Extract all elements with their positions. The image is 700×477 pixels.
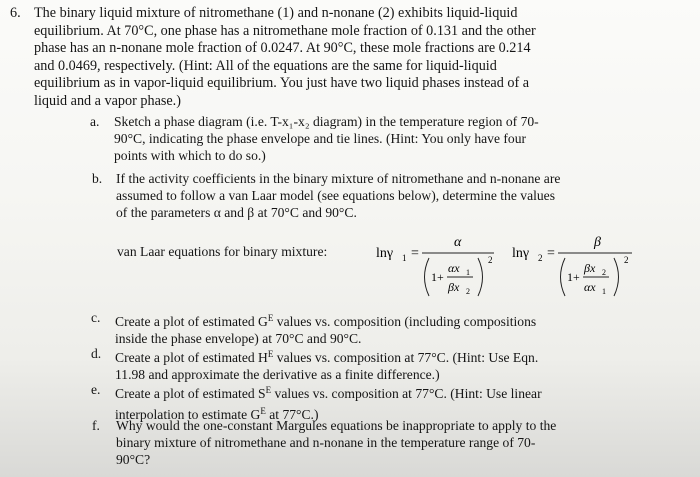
part-line: 90°C, indicating the phase envelope and tie lines. (Hint: You only have four — [114, 130, 527, 146]
eq1-inner-numerator-sub: 1 — [466, 268, 470, 277]
eq2-right-paren — [614, 258, 619, 296]
eq1-inner-numerator: αx — [448, 261, 460, 275]
van-laar-equations — [117, 236, 637, 306]
part-line: Create a plot of estimated $H^E$ values vs. composition at 77°C. (Hint: Use Eqn. — [115, 349, 539, 365]
equation-2 — [512, 236, 632, 296]
eq2-numerator: β — [594, 236, 601, 250]
eq2-inner-numerator-sub: 2 — [602, 268, 606, 277]
part-line: 11.98 and approximate the derivative as a finite difference.) — [115, 366, 440, 382]
eq1-equals: = — [411, 246, 419, 261]
equation-lead-text: van Laar equations for binary mixture: — [117, 244, 328, 259]
eq2-lhs: lnγ — [512, 246, 530, 261]
question-line: and 0.0469, respectively. (Hint: All of the equations are the same for liquid-liquid — [34, 57, 497, 74]
eq1-exponent: 2 — [488, 255, 493, 265]
part-line: inside the phase envelope) at 70°C and 90°C. — [115, 330, 362, 346]
part-line: points with which to do so.) — [114, 147, 266, 163]
part-line: Why would the one-constant Margules equations be inappropriate to apply to the — [116, 418, 557, 433]
question-line: equilibrium. At 70°C, one phase has a nitromethane mole fraction of 0.131 and the other — [34, 22, 536, 39]
part-line: of the parameters α and β at 70°C and 90°C. — [116, 204, 357, 220]
part-line: assumed to follow a van Laar model (see equations below), determine the values — [116, 187, 556, 203]
question-line: The binary liquid mixture of nitromethane (1) and n-nonane (2) exhibits liquid-liquid — [34, 5, 518, 21]
eq2-equals: = — [547, 246, 555, 261]
part-line: If the activity coefficients in the binary mixture of nitromethane and n-nonane are — [116, 171, 561, 186]
part-label: d. — [91, 346, 102, 361]
part-line: Create a plot of estimated $G^E$ values vs. composition (including compositions — [115, 313, 537, 329]
question-line: equilibrium as in vapor-liquid equilibrium. You just have two liquid phases instead of a — [34, 75, 530, 92]
part-label: c. — [91, 310, 101, 325]
eq2-left-paren — [561, 258, 566, 296]
equation-graphic — [117, 236, 637, 306]
part-line: interpolation to estimate $G^E$ at 77°C.) — [115, 405, 319, 422]
eq2-one-plus: 1+ — [567, 270, 580, 284]
question-line: phase has an n-nonane mole fraction of 0.0247. At 90°C, these mole fractions are 0.214 — [34, 40, 531, 57]
part-line: binary mixture of nitromethane and n-nonane in the temperature range of 70- — [116, 434, 536, 450]
part-line: 90°C? — [116, 451, 151, 467]
eq1-inner-denominator-sub: 2 — [466, 287, 470, 296]
part-line: Sketch a phase diagram (i.e. T-x₁-x₂ diagram) in the temperature region of 70- — [114, 114, 539, 129]
part-label: a. — [90, 114, 100, 129]
eq1-lhs: lnγ — [376, 246, 394, 261]
eq2-exponent: 2 — [624, 255, 629, 265]
question-line: liquid and a vapor phase.) — [34, 92, 181, 109]
eq1-lhs-subscript: 1 — [402, 253, 407, 263]
equation-1 — [376, 236, 494, 296]
part-label: b. — [92, 171, 103, 186]
part-label: f. — [92, 418, 100, 433]
part-line: Create a plot of estimated $S^E$ values vs. composition at 77°C. (Hint: Use linear — [115, 385, 542, 401]
eq2-lhs-subscript: 2 — [538, 253, 543, 263]
eq1-inner-denominator: βx — [448, 280, 460, 294]
eq1-numerator: α — [454, 236, 462, 250]
part-label: e. — [91, 382, 101, 397]
eq1-right-paren — [478, 258, 483, 296]
eq1-one-plus: 1+ — [431, 270, 444, 284]
eq2-inner-numerator: βx — [584, 261, 596, 275]
question-number: 6. — [10, 5, 21, 21]
eq2-inner-denominator-sub: 1 — [602, 287, 606, 296]
eq2-inner-denominator: αx — [584, 280, 596, 294]
question-text — [34, 5, 640, 111]
eq1-left-paren — [425, 258, 430, 296]
